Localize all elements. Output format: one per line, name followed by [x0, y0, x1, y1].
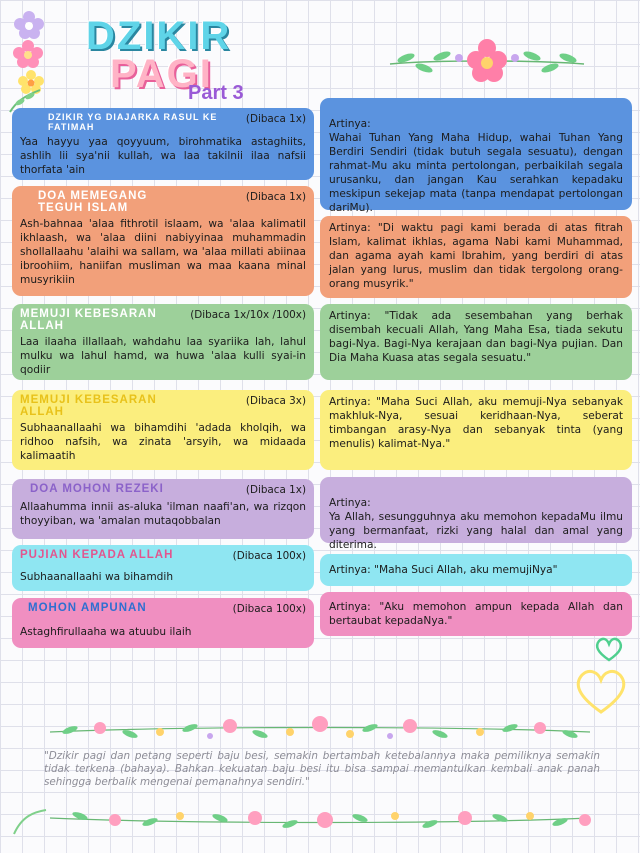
card-text: Allaahumma innii as-aluka 'ilman naafi'an, wa rizqon thoyyiban, wa 'amalan mutaqobbalan	[20, 501, 306, 527]
card-reps: (Dibaca 1x)	[245, 484, 306, 496]
dzikir-card-fatimah	[12, 108, 314, 180]
card-text: Astaghfirullaaha wa atuubu ilaih	[20, 626, 192, 638]
card-reps: (Dibaca 100x)	[232, 550, 306, 562]
card-reps: (Dibaca 100x)	[232, 603, 306, 615]
card-heading: MEMUJI KEBESARAN ALLAH	[20, 308, 157, 332]
card-reps: (Dibaca 1x/10x /100x)	[190, 309, 306, 321]
card-text: Artinya: "Maha Suci Allah, aku memujiNya"	[329, 564, 558, 576]
arti-card-kebesaran-1	[320, 304, 632, 380]
flower-icon	[12, 40, 44, 68]
leaf-garland-icon	[40, 712, 600, 746]
card-text: Yaa hayyu yaa qoyyuum, birohmatika astaghiits, ashlih lii sya'nii kullah, wa laa takilnii ilaa nafsii thorfata 'ain	[20, 136, 306, 176]
card-text: Artinya: "Di waktu pagi kami berada di atas fitrah Islam, kalimat ikhlas, agama Nabi kami Muhammad, dan agama ayah kami Ibrahim, yang berdiri di atas jalan yang lurus, muslim dan tidak tergolong orang-orang musyrik."	[329, 222, 623, 290]
card-text: Subhaanallaahi wa bihamdihi 'adada kholqih, wa ridhoo nafsih, wa zinata 'arsyih, wa midaada kalimaatih	[20, 422, 306, 462]
arti-card-teguh-islam	[320, 216, 632, 298]
dzikir-card-ampunan	[12, 598, 314, 648]
page-title: DZIKIR	[86, 14, 232, 58]
card-heading: DOA MOHON REZEKI	[30, 483, 164, 495]
arti-card-fatimah	[320, 98, 632, 214]
card-reps: (Dibaca 3x)	[245, 395, 306, 407]
dzikir-card-kebesaran-2	[12, 390, 314, 470]
leaf-garland-icon	[384, 36, 590, 88]
card-text: Artinya: Wahai Tuhan Yang Maha Hidup, wahai Tuhan Yang Berdiri Sendiri (tidak butuh segala sesuatu), dengan rahmat-Mu aku minta pertolongan, perbaikilah segala urusanku, dan jangan Kau serahkan kepadaku meskipun sekejap mata (tanpa mendapat pertolongan dariMu).	[329, 118, 623, 214]
flower-icon	[10, 10, 48, 40]
card-text: Artinya: Ya Allah, sesungguhnya aku memohon kepadaMu ilmu yang bermanfaat, rizki yang halal dan amal yang diterima.	[329, 497, 623, 551]
dzikir-card-teguh-islam	[12, 186, 314, 296]
leaf-garland-icon	[40, 800, 600, 836]
card-text: Ash-bahnaa 'alaa fithrotil islaam, wa 'alaa kalimatil ikhlaash, wa 'alaa diini nabiyyinaa muhammadin shollallaahu 'alaihi wa sallam, wa 'alaa millati abiinaa ibroohiim, haniifan musliman wa maa kaana minal musyrikiin	[20, 218, 306, 286]
card-heading: PUJIAN KEPADA ALLAH	[20, 549, 174, 561]
card-reps: (Dibaca 1x)	[245, 191, 306, 203]
quote-text: "Dzikir pagi dan petang seperti baju besi, semakin bertambah ketebalannya maka pemiliknya semakin tidak terkena (bahaya). Bahkan kekuatan baju besi itu bisa sampai memantulkan kembali anak panah sehingga berbalik mengenai pemanahnya sendiri."	[44, 750, 600, 788]
card-text: Subhaanallaahi wa bihamdih	[20, 571, 174, 583]
heart-icon	[572, 664, 630, 716]
card-heading: DOA MEMEGANG TEGUH ISLAM	[38, 190, 148, 214]
dzikir-card-pujian	[12, 545, 314, 591]
card-heading: DZIKIR YG DIAJARKA RASUL KE FATIMAH	[48, 112, 218, 132]
page-subtitle: PAGI	[110, 52, 213, 96]
arti-card-kebesaran-2	[320, 390, 632, 470]
card-text: Artinya: "Aku memohon ampun kepada Allah dan bertaubat kepadaNya."	[329, 601, 623, 627]
card-text: Artinya: "Maha Suci Allah, aku memuji-Nya sebanyak makhluk-Nya, sesuai keridhaan-Nya, seberat timbangan arasy-Nya dan sebanyak tinta (yang menulis) kalimat-Nya."	[329, 396, 623, 450]
card-heading: MEMUJI KEBESARAN ALLAH	[20, 394, 157, 418]
heart-icon	[594, 636, 624, 662]
arti-card-rezeki	[320, 477, 632, 551]
dzikir-card-rezeki	[12, 479, 314, 539]
arti-card-ampunan	[320, 592, 632, 636]
card-heading: MOHON AMPUNAN	[28, 602, 147, 614]
card-reps: (Dibaca 1x)	[245, 113, 306, 125]
part-label: Part 3	[188, 82, 244, 104]
arti-card-pujian	[320, 554, 632, 586]
card-text: Laa ilaaha illallaah, wahdahu laa syariika lah, lahul mulku wa lahul hamd, wa huwa 'alaa kulli syai-in qodiir	[20, 336, 306, 376]
card-text: Artinya: "Tidak ada sesembahan yang berhak disembah kecuali Allah, Yang Maha Esa, tiada sekutu bagi-Nya. Bagi-Nya kerajaan dan bagi-Nya pujian. Dan Dia Maha Kuasa atas segala sesuatu."	[329, 310, 623, 364]
dzikir-card-kebesaran-1	[12, 304, 314, 380]
